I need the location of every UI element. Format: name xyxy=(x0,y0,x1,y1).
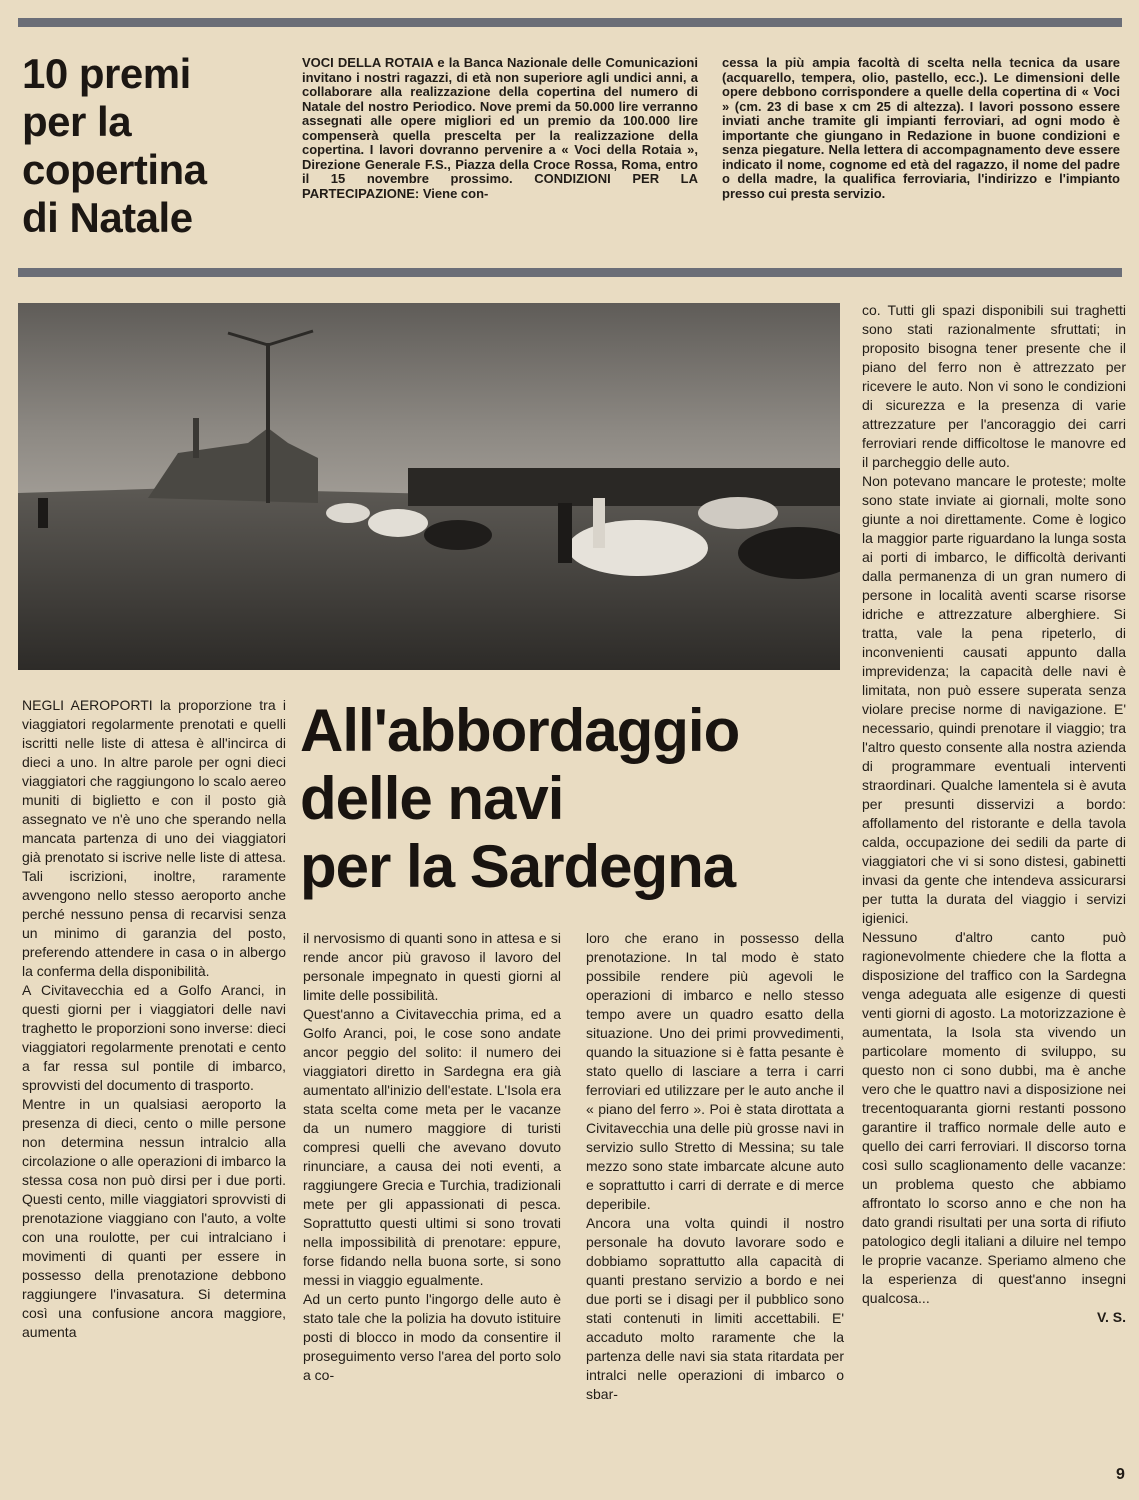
promo-title-line: copertina xyxy=(22,146,207,193)
promo-column-2: cessa la più ampia facoltà di scelta nella tecnica da usare (acquarello, tempera, olio, pastello, ecc.). Le dimensioni delle opere debbono corrispondere a quelle della copertina di « Voci » (cm. 23 di base x cm 25 di altezza). I lavori possono essere inviati anche tramite gli impianti ferroviari, ad ogni modo è importante che giungano in Redazione in buone condizioni e senza piegature. Nella lettera di accompagnamento deve essere indicato il nome, cognome ed età del ragazzo, il nome del padre o della madre, la qualifica ferroviaria, l'indirizzo e l'impianto presso cui presta servizio. xyxy=(722,55,1120,201)
article-column-middle xyxy=(303,929,561,1385)
paragraph: il nervosismo di quanti sono in attesa e si rende ancor più gravoso il lavoro del personale impegnato in questi giorni al limite delle possibilità. xyxy=(303,930,561,1003)
paragraph: Quest'anno a Civitavecchia prima, ed a Golfo Aranci, poi, le cose sono andate ancor peggio del solito: il numero dei viaggiatori diretto in Sardegna era già aumentato all'inizio dell'estate. L'Isola era stata scelta come meta per le vacanze da un numero maggiore di turisti compresi quelli che avevano dovuto rinunciare, a causa dei noti eventi, a raggiungere Grecia e Turchia, tradizionali mete per gli appassionati di pesca. Soprattutto questi ultimi si sono trovati nella impossibilità di prenotare: eppure, forse fidando nella buona sorte, si sono messi in viaggio egualmente. xyxy=(303,1006,561,1288)
headline-line: delle navi xyxy=(300,765,564,832)
article-column-left xyxy=(22,696,286,1342)
promo-title-line: per la xyxy=(22,98,132,145)
ferry-port-photo xyxy=(18,303,840,670)
promo-title-line: 10 premi xyxy=(22,50,191,97)
article-column-middle-2 xyxy=(586,929,844,1404)
promo-title xyxy=(22,50,262,242)
headline-line: All'abbordaggio xyxy=(300,697,740,764)
page-number: 9 xyxy=(1116,1466,1125,1483)
paragraph: loro che erano in possesso della prenotazione. In tal modo è stato possibile rendere più agevoli le operazioni di imbarco e nello stesso tempo avere un quadro esatto della situazione. Uno dei primi provvedimenti, quando la situazione si è fatta pesante è stato quello di lasciare a terra i carri ferroviari ed utilizzare per le auto anche il « piano del ferro ». Poi è stata dirottata a Civitavecchia una delle più grosse navi in servizio sullo Stretto di Messina; su tale mezzo sono state imbarcate alcune auto e soprattutto i carri di derrate e di merce deperibile. xyxy=(586,930,844,1212)
promo-column-1: VOCI DELLA ROTAIA e la Banca Nazionale delle Comunicazioni invitano i nostri ragazzi, di età non superiore agli undici anni, a collaborare alla realizzazione della copertina del numero di Natale del nostro Periodico. Nove premi da 50.000 lire verranno assegnati alle opere migliori ed un premio da 100.000 lire compenserà quella prescelta per la realizzazione della copertina. I lavori dovranno pervenire a « Voci della Rotaia », Direzione Generale F.S., Piazza della Croce Rossa, Roma, entro il 15 novembre prossimo. CONDIZIONI PER LA PARTECIPAZIONE: Viene con- xyxy=(302,55,698,201)
paragraph: Non potevano mancare le proteste; molte sono state inviate ai giornali, molte sono giunte a noi direttamente. Come è logico la maggior parte riguardano la lunga sosta ai porti di imbarco, le difficoltà derivanti dalla permanenza di un gran numero di persone in località aventi scarse risorse idriche e attrezzature alberghiere. Si tratta, vale la pena ripeterlo, di inconvenienti causati appunto dalla imprevidenza; la capacità delle navi è limitata, non può essere superata senza violare precise norme di navigazione. E' necessario, quindi prenotare il viaggio; tra l'altro questo consente alla nostra azienda di programmare eventuali interventi straordinari. Qualche lamentela si è avuta per presunti disservizi a bordo: affollamento del ristorante e della tavola calda, occupazione dei sedili da parte di viaggiatori che vi si sono distesi, gabinetti invasi da gente che intendeva assicurarsi per tutta la durata del viaggio i servizi igienici. xyxy=(862,473,1126,926)
author-signature: V. S. xyxy=(1096,1309,1126,1325)
paragraph: Ad un certo punto l'ingorgo delle auto è stato tale che la polizia ha dovuto istituire posti di blocco in modo da consentire il proseguimento verso l'area del porto solo a co- xyxy=(303,1291,561,1383)
paragraph: co. Tutti gli spazi disponibili sui traghetti sono stati razionalmente sfruttati; in proposito bisogna tener presente che il piano del ferro non è attrezzato per ricevere le auto. Non vi sono le condizioni di sicurezza e la presenza di varie attrezzature per l'ancoraggio dei carri ferroviari rende difficoltose le manovre ed il parcheggio delle auto. xyxy=(862,302,1126,470)
paragraph: Ancora una volta quindi il nostro personale ha dovuto lavorare sodo e dobbiamo soprattutto alla capacità di quanti prestano servizio a bordo e nei due porti se i disagi per il pubblico sono stati contenuti in limiti accettabili. E' accaduto molto raramente che la partenza delle navi sia stata ritardata per intralci nelle operazioni di imbarco o sbar- xyxy=(586,1215,844,1402)
top-rule xyxy=(18,18,1122,27)
article-headline xyxy=(300,697,835,901)
paragraph: Nessuno d'altro canto può ragionevolmente chiedere che la flotta a disposizione del traffico con la Sardegna venga adeguata alle esigenze di questi venti giorni di agosto. La motorizzazione è aumentata, la Isola sta vivendo un particolare momento di sviluppo, su questo non ci sono dubbi, ma è anche vero che le quattro navi a disposizione nei trecentoquaranta giorni restanti possono garantire il traffico normale delle auto e quello dei carri ferroviari. Il discorso torna così sullo scaglionamento delle vacanze: un problema questo che abbiamo affrontato lo scorso anno e che non ha dato grandi risultati per una sorta di rifiuto patologico degli italiani a diluire nel tempo le proprie vacanze. Speriamo almeno che la esperienza di quest'anno insegni qualcosa... xyxy=(862,929,1126,1306)
photo-illustration xyxy=(18,303,840,670)
paragraph: Mentre in un qualsiasi aeroporto la presenza di dieci, cento o mille persone non determina nessun intralcio alla circolazione o alle operazioni di imbarco la stessa cosa non può dirsi per i due porti. Questi cento, mille viaggiatori sprovvisti di prenotazione viaggiano con l'auto, a volte con una roulotte, per cui intralciano i movimenti di quanti per essere in possesso della prenotazione debbono raggiungere l'invasatura. Si determina così una confusione ancora maggiore, aumenta xyxy=(22,1096,286,1340)
paragraph: NEGLI AEROPORTI la proporzione tra i viaggiatori regolarmente prenotati e quelli iscritti nelle liste di attesa è all'incirca di dieci a uno. In altre parole per ogni dieci viaggiatori che raggiungono lo scalo aereo muniti di biglietto e con il posto già assegnato ve n'è uno che sperando nella mancata partenza di uno dei viaggiatori già prenotato si iscrive nelle liste di attesa. Tali iscrizioni, inoltre, raramente avvengono nello stesso aeroporto anche perché nessuno pensa di recarvisi senza un minimo di garanzia del posto, preferendo attendere in casa o in albergo la conferma della disponibilità. xyxy=(22,697,286,979)
section-rule xyxy=(18,268,1122,277)
paragraph: A Civitavecchia ed a Golfo Aranci, in questi giorni per i viaggiatori delle navi traghetto le proporzioni sono inverse: dieci viaggiatori regolarmente prenotati e cento a far ressa sul pontile di imbarco, sprovvisti del documento di trasporto. xyxy=(22,982,286,1093)
article-column-right xyxy=(862,301,1126,1327)
promo-title-line: di Natale xyxy=(22,194,193,241)
headline-line: per la Sardegna xyxy=(300,833,736,900)
